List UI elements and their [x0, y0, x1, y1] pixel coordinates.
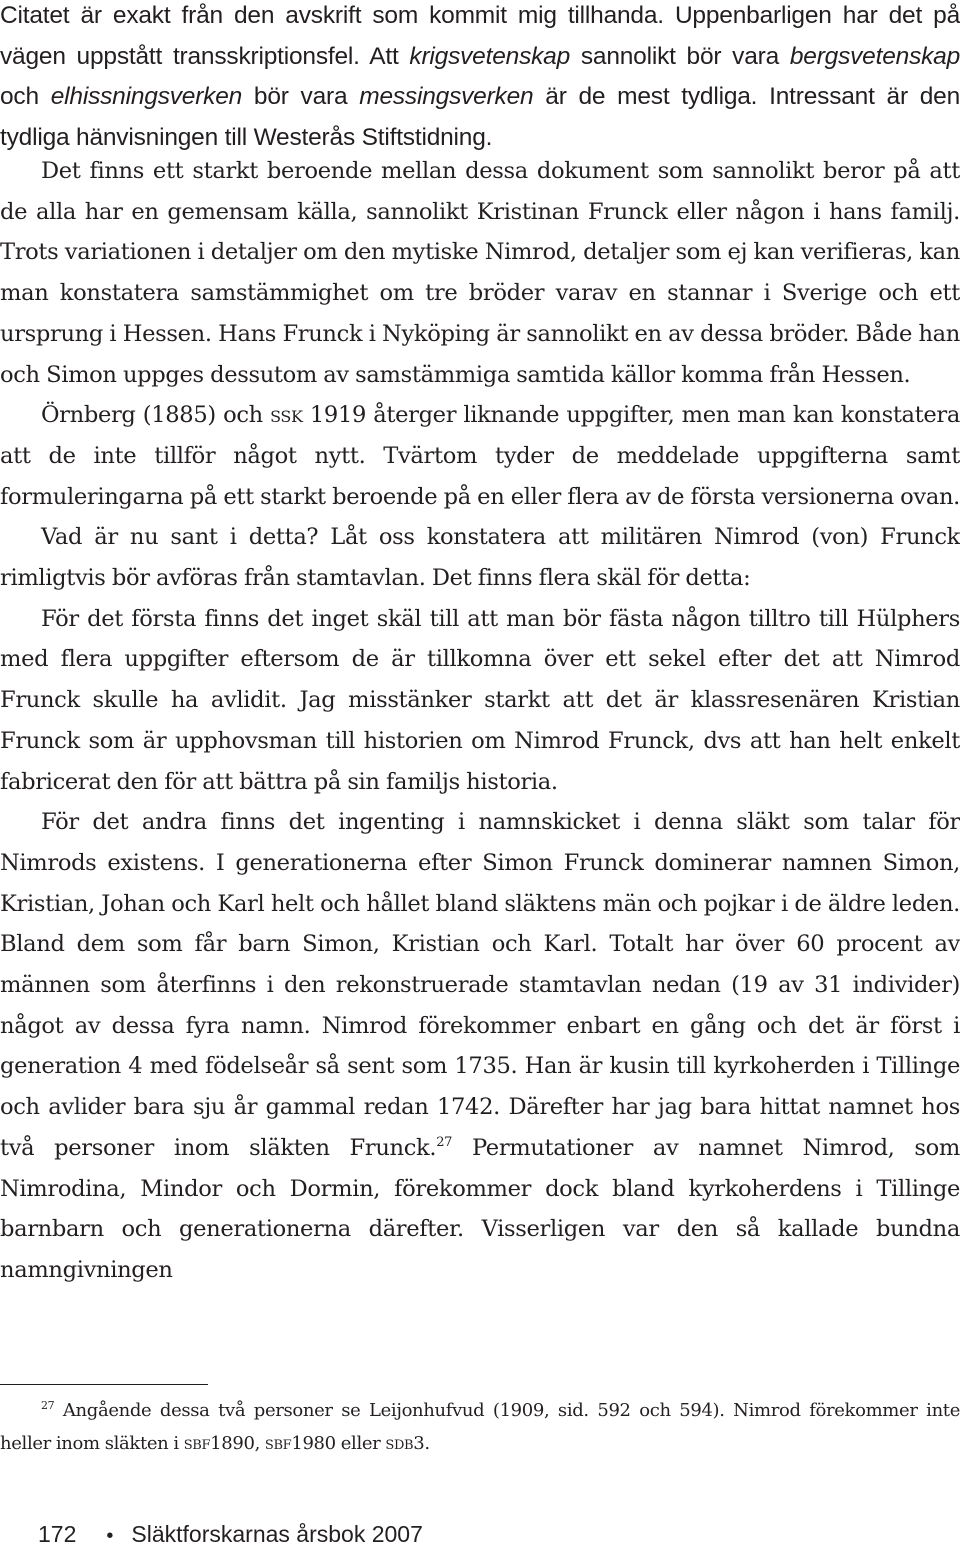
abbreviation-ssk: ssk: [270, 402, 303, 429]
paragraph-text: Permutationer av namnet Nimrod, som Nimrodina, Mindor och Dormin, förekommer dock bland kyrkoherdens i Tillinge barnbarn och generationerna därefter. Visserligen var den så kallade bundna namngivningen: [0, 1134, 960, 1283]
intro-text: sannolikt bör vara: [570, 42, 790, 70]
intro-text: Citatet är exakt från den avskrift som kommit mig tillhanda. Uppenbarligen har det på vägen uppstått transskriptionsfel. Att: [0, 2, 960, 70]
abbreviation-sbf1980: sbf1980: [264, 1433, 336, 1454]
paragraph-for-det-andra: [0, 802, 960, 1290]
paragraph-vad-ar-sant: Vad är nu sant i detta? Låt oss konstatera att militären Nimrod (von) Frunck rimligtvis bör avföras från stamtavlan. Det finns flera skäl för detta:: [0, 524, 960, 592]
paragraph-for-det-forsta: För det första finns det inget skäl till att man bör fästa någon tilltro till Hülphers med flera uppgifter eftersom de är tillkomna över ett sekel efter det att Nimrod Frunck skulle ha avlidit. Jag misstänker starkt att det är klassresenären Kristian Frunck som är upphovsman till historien om Nimrod Frunck, dvs att han helt enkelt fabricerat den för att bättra på sin familjs historia.: [0, 605, 960, 795]
intro-text: är de mest tydliga. Intressant är den tydliga hänvisningen till Westerås Stiftstidning.: [0, 83, 960, 151]
footnote-reference: 27: [436, 1134, 453, 1150]
abbreviation-sbf1890: sbf1890: [183, 1433, 255, 1454]
footnote-divider: [0, 1384, 208, 1385]
abbreviation-sdb3: sdb3: [385, 1433, 425, 1454]
footnote-text: eller: [335, 1433, 386, 1454]
body-text: [0, 151, 960, 1291]
footnote: [0, 1394, 960, 1460]
bullet-separator: •: [106, 1525, 114, 1547]
intro-italic-term: krigsvetenskap: [409, 42, 571, 70]
footnote-text: ,: [254, 1433, 265, 1454]
footnote-text: .: [424, 1433, 430, 1454]
page-footer: [38, 1519, 423, 1549]
intro-text: och: [0, 83, 51, 110]
paragraph-text: 1919 återger liknande uppgifter, men man kan konstatera att de inte tillför något nytt. Tvärtom tyder de meddelade uppgifterna samt formuleringarna på ett starkt beroende på en eller flera av de första versionerna ovan.: [0, 402, 960, 510]
intro-italic-term: bergsvetenskap: [789, 42, 960, 70]
intro-italic-term: elhissningsverken: [50, 83, 243, 110]
paragraph-text: Örnberg (1885) och: [41, 402, 271, 429]
footnote-number: 27: [41, 1399, 55, 1412]
publication-title: Släktforskarnas årsbok 2007: [131, 1521, 423, 1547]
intro-italic-term: messingsverken: [359, 83, 534, 110]
intro-text: bör vara: [242, 83, 360, 110]
footnote-text: Angående dessa två personer se Leijonhufvud (1909, sid. 592 och 594). Nimrod förekommer inte heller inom släkten i: [0, 1400, 960, 1454]
intro-paragraph: [0, 0, 960, 158]
paragraph-ornberg: [0, 395, 960, 517]
paragraph-dokument-beroende: Det finns ett starkt beroende mellan dessa dokument som sannolikt beror på att de alla har en gemensam källa, sannolikt Kristinan Frunck eller någon i hans familj. Trots variationen i detaljer om den mytiske Nimrod, detaljer som ej kan verifieras, kan man konstatera samstämmighet om tre bröder varav en stannar i Sverige och ett ursprung i Hessen. Hans Frunck i Nyköping är sannolikt en av dessa bröder. Både han och Simon uppges dessutom av samstämmiga samtida källor komma från Hessen.: [0, 158, 960, 388]
paragraph-text: För det andra finns det ingenting i namnskicket i denna släkt som talar för Nimrods existens. I generationerna efter Simon Frunck dominerar namnen Simon, Kristian, Johan och Karl helt och hållet bland släktens män och pojkar i de äldre leden. Bland dem som får barn Simon, Kristian och Karl. Totalt har över 60 procent av männen som återfinns i den rekonstruerade stamtavlan nedan (19 av 31 individer) något av dessa fyra namn. Nimrod förekommer enbart en gång och det är först i generation 4 med födelseår så sent som 1735. Han är kusin till kyrkoherden i Tillinge och avlider bara sju år gammal redan 1742. Därefter har jag bara hittat namnet hos två personer inom släkten Frunck.: [0, 809, 960, 1161]
page-number: 172: [38, 1521, 77, 1547]
